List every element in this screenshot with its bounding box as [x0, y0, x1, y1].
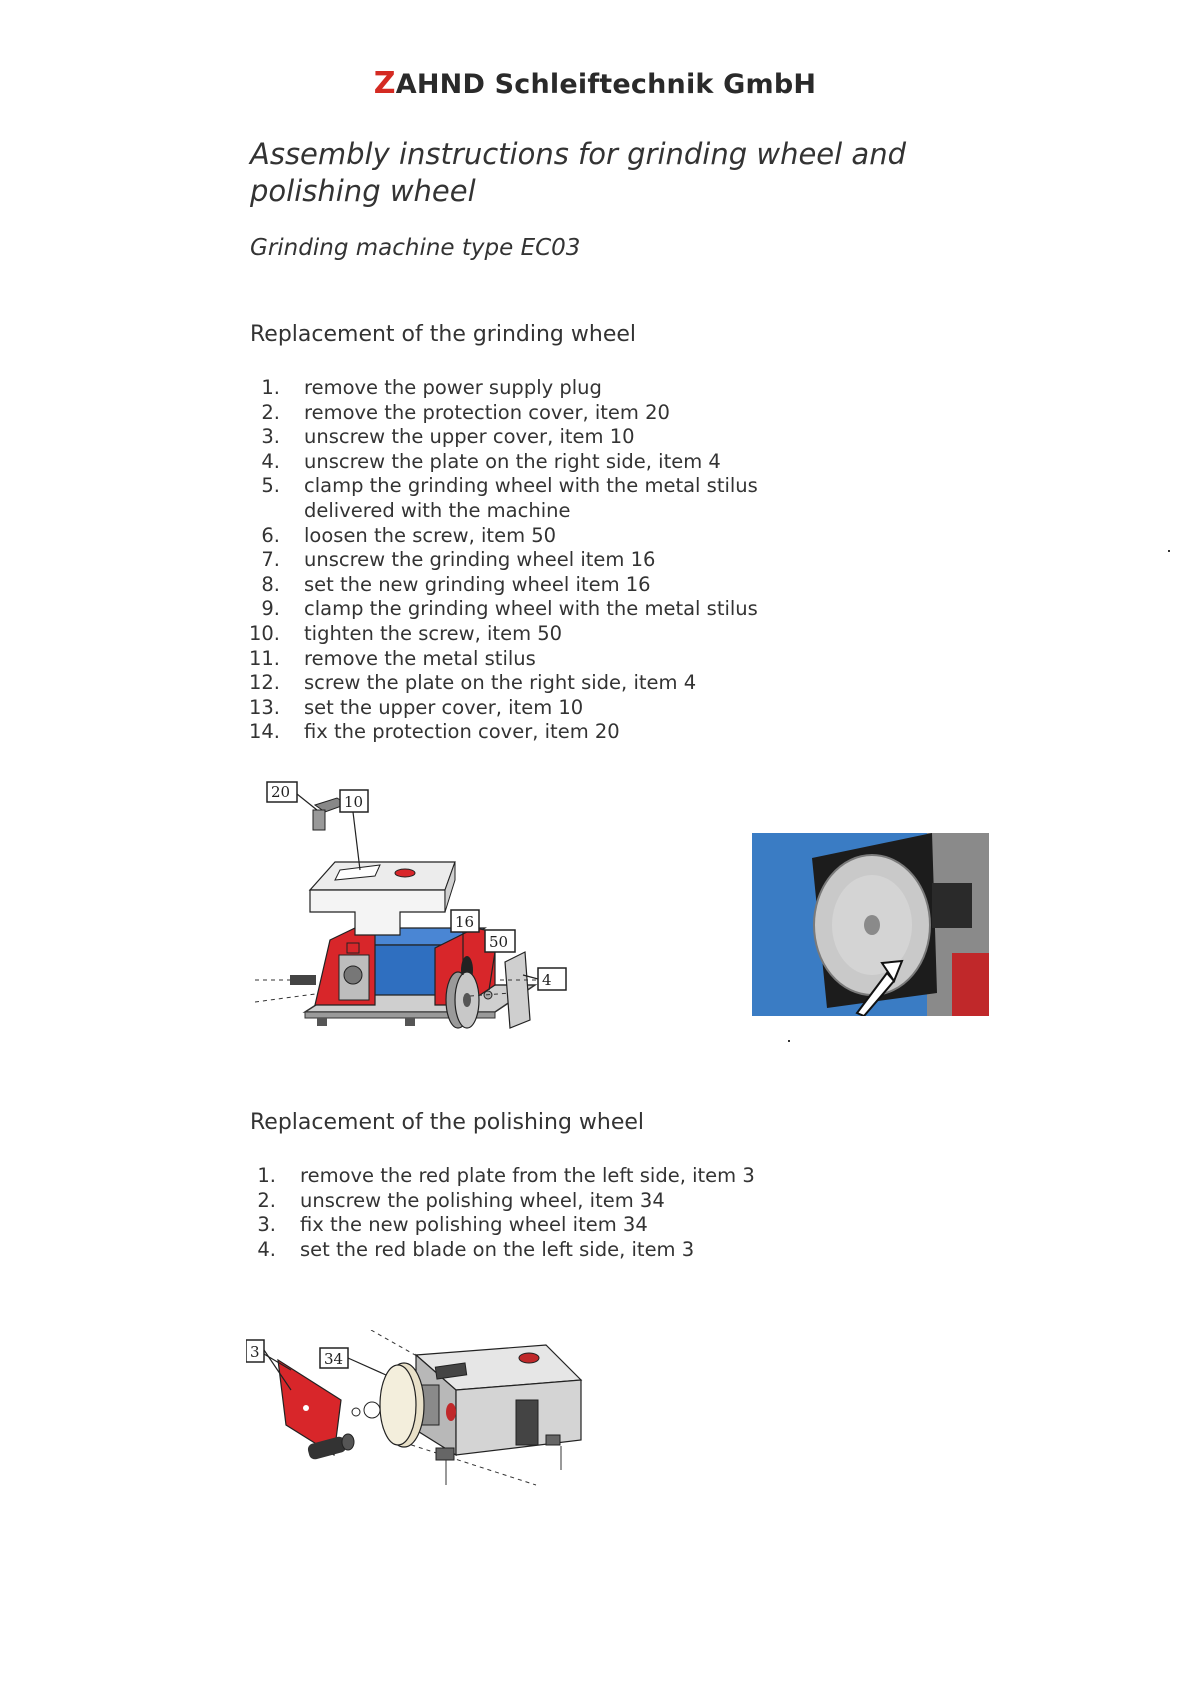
- step-text: clamp the grinding wheel with the metal stilus delivered with the machine: [304, 474, 758, 522]
- polishing-unit-diagram: [246, 1330, 596, 1495]
- step-item: [246, 450, 766, 475]
- step-item: [246, 597, 766, 622]
- step-text: set the red blade on the left side, item 3: [300, 1237, 695, 1261]
- step-item: [246, 696, 766, 721]
- grinding-steps-list: [246, 376, 766, 745]
- step-number: 6.: [261, 523, 280, 547]
- callout-50: 50: [489, 933, 509, 951]
- step-number: 1.: [261, 376, 280, 399]
- step-number: 3.: [257, 1213, 276, 1237]
- step-text: loosen the screw, item 50: [304, 523, 557, 547]
- step-item: [246, 425, 766, 450]
- step-number: 11.: [248, 646, 280, 670]
- step-text: set the upper cover, item 10: [304, 695, 584, 719]
- step-text: unscrew the upper cover, item 10: [304, 425, 635, 449]
- step-text: unscrew the plate on the right side, item 4: [304, 449, 721, 473]
- callout-34: 34: [324, 1350, 344, 1368]
- step-number: 4.: [257, 1237, 276, 1261]
- grinding-machine-diagram: [255, 780, 615, 1050]
- step-item: [242, 1164, 802, 1189]
- step-text: unscrew the grinding wheel item 16: [304, 548, 656, 572]
- step-text: remove the power supply plug: [304, 376, 602, 399]
- callout-16: 16: [455, 913, 475, 931]
- step-text: fix the protection cover, item 20: [304, 720, 620, 744]
- callout-4: 4: [542, 971, 552, 989]
- step-text: remove the metal stilus: [304, 646, 536, 670]
- step-item: [246, 622, 766, 647]
- callout-20: 20: [271, 783, 291, 801]
- step-number: 7.: [261, 548, 280, 572]
- polishing-steps-list: [242, 1164, 802, 1262]
- scan-artifact: [1168, 550, 1170, 552]
- step-text: fix the new polishing wheel item 34: [300, 1213, 648, 1237]
- step-item: [246, 647, 766, 672]
- step-number: 2.: [257, 1188, 276, 1212]
- step-text: tighten the screw, item 50: [304, 621, 563, 645]
- step-item: [242, 1238, 802, 1263]
- callout-10: 10: [344, 793, 364, 811]
- grinding-wheel-photo: [752, 833, 989, 1016]
- polishing-section-heading: Replacement of the polishing wheel: [250, 1110, 645, 1135]
- step-text: screw the plate on the right side, item 4: [304, 671, 697, 695]
- step-text: clamp the grinding wheel with the metal stilus: [304, 597, 758, 621]
- step-number: 4.: [261, 449, 280, 473]
- step-item: [246, 671, 766, 696]
- scan-artifact: [788, 1040, 790, 1042]
- step-item: [246, 376, 766, 401]
- step-number: 2.: [261, 400, 280, 424]
- step-text: unscrew the polishing wheel, item 34: [300, 1188, 665, 1212]
- document-subtitle: Grinding machine type EC03: [250, 235, 581, 261]
- step-number: 3.: [261, 425, 280, 449]
- step-number: 1.: [257, 1164, 276, 1187]
- company-name: [0, 66, 1190, 101]
- step-number: 14.: [248, 720, 280, 744]
- step-number: 12.: [248, 671, 280, 695]
- step-text: remove the red plate from the left side, item 3: [300, 1164, 755, 1187]
- step-item: [246, 548, 766, 573]
- callout-3: 3: [250, 1343, 260, 1361]
- step-number: 9.: [261, 597, 280, 621]
- step-item: [246, 474, 766, 523]
- step-text: remove the protection cover, item 20: [304, 400, 670, 424]
- step-number: 10.: [248, 621, 280, 645]
- step-number: 8.: [261, 572, 280, 596]
- step-item: [246, 524, 766, 549]
- document-title: Assembly instructions for grinding wheel and polishing wheel: [250, 137, 906, 208]
- step-item: [246, 720, 766, 745]
- step-number: 5.: [261, 474, 280, 498]
- step-number: 13.: [248, 695, 280, 719]
- company-name-rest: AHND Schleiftechnik GmbH: [395, 69, 817, 100]
- step-item: [246, 401, 766, 426]
- step-item: [242, 1189, 802, 1214]
- grinding-section-heading: Replacement of the grinding wheel: [250, 322, 637, 347]
- step-item: [246, 573, 766, 598]
- company-initial: Z: [373, 66, 396, 101]
- step-text: set the new grinding wheel item 16: [304, 572, 651, 596]
- step-item: [242, 1213, 802, 1238]
